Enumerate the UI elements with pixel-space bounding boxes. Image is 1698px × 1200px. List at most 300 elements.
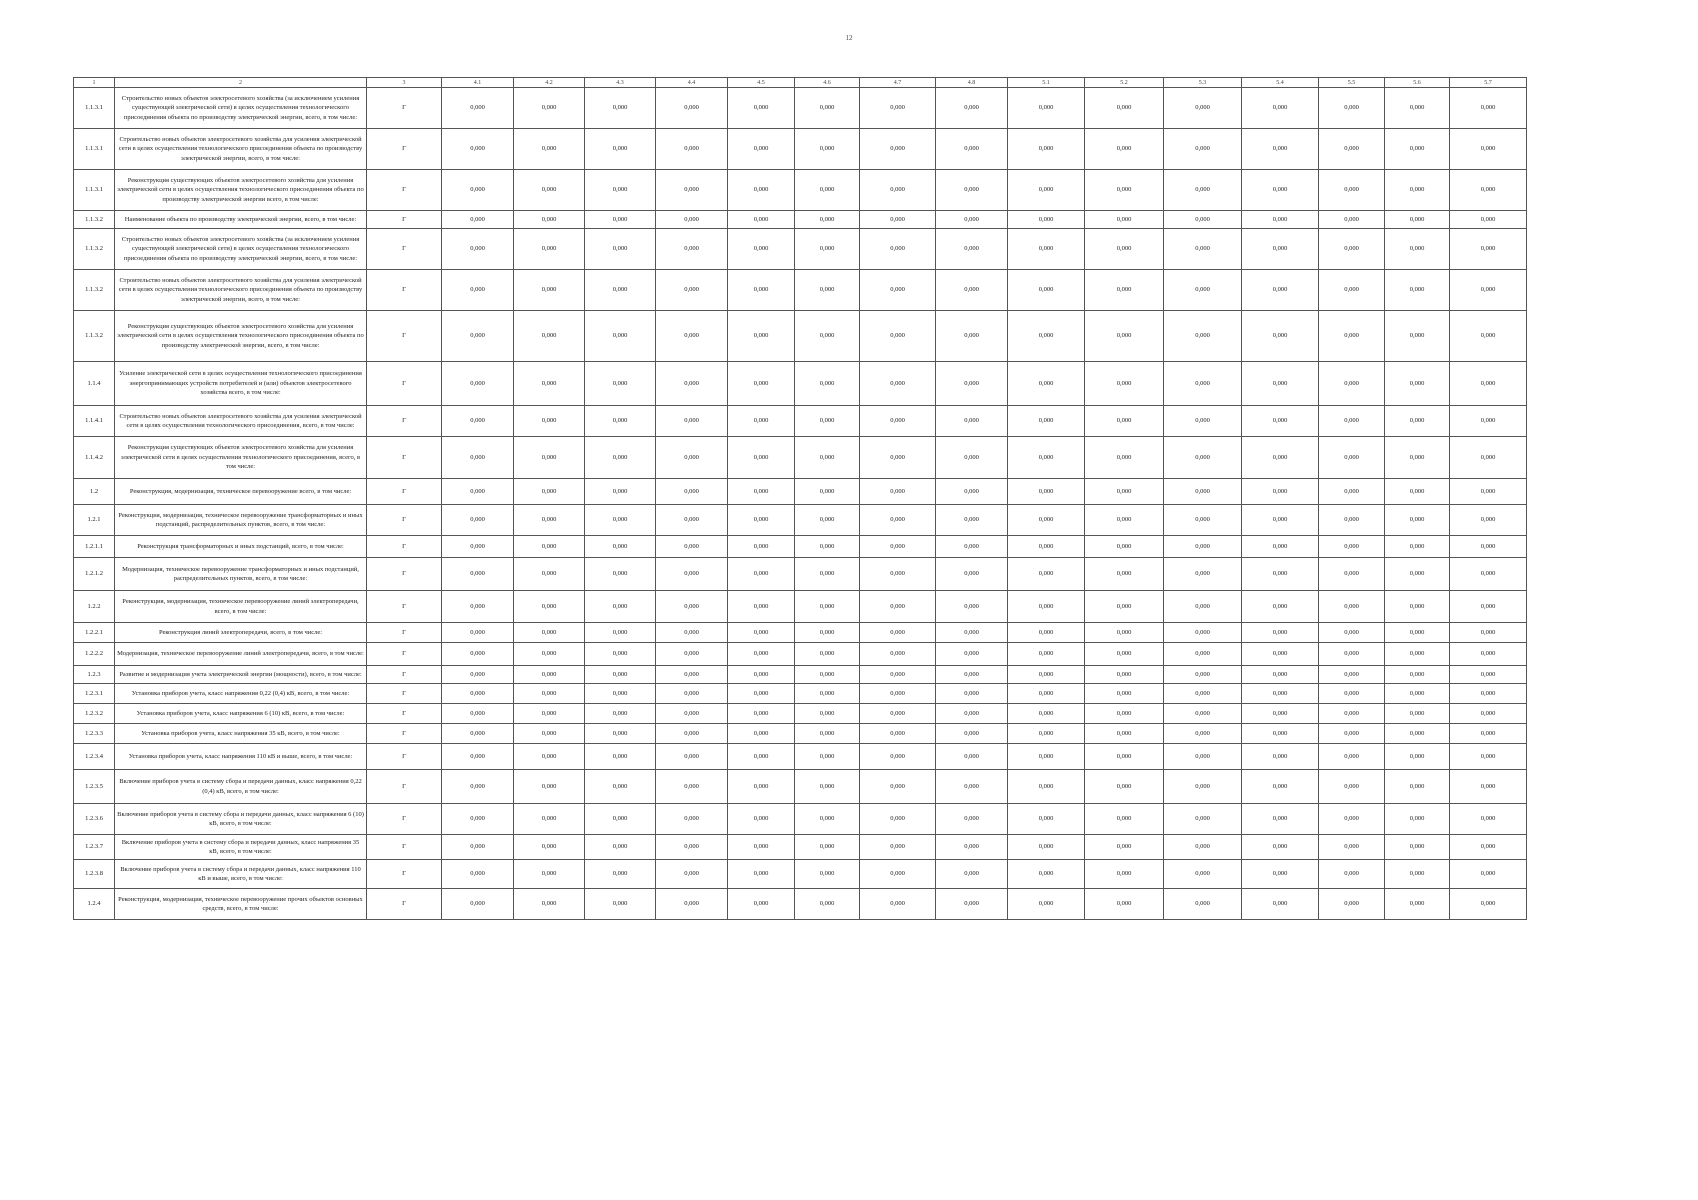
header-cell: 4.1 [442,78,514,88]
value-cell: 0,000 [795,406,860,437]
value-cell: 0,000 [1008,311,1085,362]
value-cell: 0,000 [860,536,936,558]
value-cell: 0,000 [514,666,585,684]
table-row [74,724,1527,744]
header-cell: 4.5 [728,78,795,88]
value-cell: 0,000 [1085,170,1164,211]
value-cell: 0,000 [936,479,1008,505]
value-cell: 0,000 [442,229,514,270]
value-cell: 0,000 [728,835,795,860]
value-cell: 0,000 [795,229,860,270]
header-cell: 4.2 [514,78,585,88]
value-cell: 0,000 [860,666,936,684]
row-unit: Г [367,643,442,666]
value-cell: 0,000 [442,684,514,704]
value-cell: 0,000 [1242,211,1319,229]
value-cell: 0,000 [514,479,585,505]
value-cell: 0,000 [656,684,728,704]
value-cell: 0,000 [1085,835,1164,860]
value-cell: 0,000 [514,835,585,860]
row-code: 1.2.3.7 [74,835,115,860]
header-cell: 5.1 [1008,78,1085,88]
row-code: 1.1.3.1 [74,88,115,129]
value-cell: 0,000 [1450,406,1527,437]
value-cell: 0,000 [1085,623,1164,643]
value-cell: 0,000 [860,835,936,860]
value-cell: 0,000 [1385,724,1450,744]
value-cell: 0,000 [728,558,795,591]
value-cell: 0,000 [728,804,795,835]
value-cell: 0,000 [514,406,585,437]
value-cell: 0,000 [1450,860,1527,889]
value-cell: 0,000 [728,170,795,211]
value-cell: 0,000 [1319,835,1385,860]
value-cell: 0,000 [1242,744,1319,770]
value-cell: 0,000 [656,229,728,270]
value-cell: 0,000 [656,744,728,770]
value-cell: 0,000 [656,270,728,311]
value-cell: 0,000 [1085,889,1164,920]
value-cell: 0,000 [1385,437,1450,479]
investment-table [73,77,1527,920]
value-cell: 0,000 [1450,505,1527,536]
value-cell: 0,000 [442,270,514,311]
table-row [74,666,1527,684]
value-cell: 0,000 [1319,591,1385,623]
value-cell: 0,000 [936,505,1008,536]
value-cell: 0,000 [1450,558,1527,591]
row-code: 1.2.2.1 [74,623,115,643]
header-cell: 2 [115,78,367,88]
value-cell: 0,000 [1242,129,1319,170]
value-cell: 0,000 [936,724,1008,744]
value-cell: 0,000 [1319,666,1385,684]
value-cell: 0,000 [1164,505,1242,536]
row-name: Реконструкция, модернизация, техническое перевооружение всего, в том числе: [115,479,367,505]
value-cell: 0,000 [1450,744,1527,770]
row-code: 1.1.3.1 [74,170,115,211]
value-cell: 0,000 [1085,684,1164,704]
row-unit: Г [367,437,442,479]
value-cell: 0,000 [936,744,1008,770]
value-cell: 0,000 [1385,558,1450,591]
value-cell: 0,000 [442,724,514,744]
value-cell: 0,000 [1242,666,1319,684]
value-cell: 0,000 [1164,88,1242,129]
value-cell: 0,000 [1164,623,1242,643]
value-cell: 0,000 [728,479,795,505]
value-cell: 0,000 [728,704,795,724]
value-cell: 0,000 [1164,860,1242,889]
value-cell: 0,000 [860,505,936,536]
value-cell: 0,000 [442,88,514,129]
row-unit: Г [367,704,442,724]
value-cell: 0,000 [1319,623,1385,643]
value-cell: 0,000 [1008,704,1085,724]
row-name: Включение приборов учета в систему сбора и передачи данных, класс напряжения 35 кВ, всего, в том числе: [115,835,367,860]
value-cell: 0,000 [1164,311,1242,362]
row-name: Строительство новых объектов электросетевого хозяйства для усиления электрической сети в целях осуществления технологического присоединения объекта по производству электрической энергии, всего, в том числе: [115,270,367,311]
value-cell: 0,000 [1385,591,1450,623]
value-cell: 0,000 [1008,804,1085,835]
value-cell: 0,000 [1385,311,1450,362]
value-cell: 0,000 [1450,704,1527,724]
row-code: 1.1.4.1 [74,406,115,437]
value-cell: 0,000 [1450,684,1527,704]
value-cell: 0,000 [1450,835,1527,860]
value-cell: 0,000 [1085,505,1164,536]
row-unit: Г [367,804,442,835]
value-cell: 0,000 [442,170,514,211]
table-row [74,558,1527,591]
value-cell: 0,000 [1008,770,1085,804]
value-cell: 0,000 [585,770,656,804]
value-cell: 0,000 [514,643,585,666]
value-cell: 0,000 [1319,406,1385,437]
value-cell: 0,000 [1085,770,1164,804]
table-row [74,129,1527,170]
value-cell: 0,000 [1008,536,1085,558]
value-cell: 0,000 [656,211,728,229]
value-cell: 0,000 [1242,270,1319,311]
value-cell: 0,000 [656,170,728,211]
value-cell: 0,000 [795,211,860,229]
table-row [74,229,1527,270]
value-cell: 0,000 [585,744,656,770]
value-cell: 0,000 [1450,437,1527,479]
value-cell: 0,000 [1164,170,1242,211]
value-cell: 0,000 [656,437,728,479]
row-name: Строительство новых объектов электросетевого хозяйства (за исключением усиления существующей электрической сети) в целях осуществления технологического присоединения объекта по производству электрической энергии, всего, в том числе: [115,88,367,129]
row-unit: Г [367,684,442,704]
row-unit: Г [367,229,442,270]
value-cell: 0,000 [860,437,936,479]
row-code: 1.2.3.2 [74,704,115,724]
value-cell: 0,000 [795,505,860,536]
value-cell: 0,000 [1164,835,1242,860]
row-unit: Г [367,744,442,770]
value-cell: 0,000 [656,643,728,666]
table-row [74,835,1527,860]
value-cell: 0,000 [860,170,936,211]
value-cell: 0,000 [1085,860,1164,889]
value-cell: 0,000 [514,505,585,536]
value-cell: 0,000 [1385,229,1450,270]
value-cell: 0,000 [585,704,656,724]
value-cell: 0,000 [1008,229,1085,270]
value-cell: 0,000 [1164,362,1242,406]
value-cell: 0,000 [585,558,656,591]
value-cell: 0,000 [1319,684,1385,704]
value-cell: 0,000 [936,88,1008,129]
value-cell: 0,000 [585,437,656,479]
row-unit: Г [367,860,442,889]
value-cell: 0,000 [860,623,936,643]
row-name: Включение приборов учета в систему сбора и передачи данных, класс напряжения 0,22 (0,4) кВ, всего, в том числе: [115,770,367,804]
table-row [74,311,1527,362]
table-row [74,704,1527,724]
value-cell: 0,000 [1085,437,1164,479]
value-cell: 0,000 [795,684,860,704]
row-code: 1.1.3.2 [74,311,115,362]
value-cell: 0,000 [728,270,795,311]
value-cell: 0,000 [514,211,585,229]
value-cell: 0,000 [936,270,1008,311]
value-cell: 0,000 [728,623,795,643]
value-cell: 0,000 [936,704,1008,724]
value-cell: 0,000 [514,744,585,770]
value-cell: 0,000 [1242,406,1319,437]
value-cell: 0,000 [585,684,656,704]
row-unit: Г [367,270,442,311]
value-cell: 0,000 [1085,558,1164,591]
table-row [74,623,1527,643]
value-cell: 0,000 [585,643,656,666]
value-cell: 0,000 [442,211,514,229]
value-cell: 0,000 [860,643,936,666]
value-cell: 0,000 [1242,437,1319,479]
value-cell: 0,000 [1319,211,1385,229]
value-cell: 0,000 [1008,623,1085,643]
value-cell: 0,000 [1085,704,1164,724]
value-cell: 0,000 [656,558,728,591]
value-cell: 0,000 [1242,362,1319,406]
value-cell: 0,000 [795,860,860,889]
value-cell: 0,000 [442,558,514,591]
value-cell: 0,000 [1085,362,1164,406]
value-cell: 0,000 [795,536,860,558]
value-cell: 0,000 [514,889,585,920]
value-cell: 0,000 [728,129,795,170]
value-cell: 0,000 [728,362,795,406]
table-row [74,804,1527,835]
value-cell: 0,000 [1164,724,1242,744]
row-unit: Г [367,129,442,170]
value-cell: 0,000 [1164,536,1242,558]
value-cell: 0,000 [656,804,728,835]
value-cell: 0,000 [860,270,936,311]
value-cell: 0,000 [656,724,728,744]
value-cell: 0,000 [1008,170,1085,211]
value-cell: 0,000 [936,437,1008,479]
value-cell: 0,000 [1164,643,1242,666]
row-unit: Г [367,362,442,406]
value-cell: 0,000 [728,860,795,889]
value-cell: 0,000 [585,889,656,920]
value-cell: 0,000 [656,406,728,437]
value-cell: 0,000 [514,724,585,744]
row-name: Реконструкция существующих объектов электросетевого хозяйства для усиления электрической сети в целях осуществления технологического присоединения объекта по производству электрической энергии всего, в том числе: [115,170,367,211]
value-cell: 0,000 [1319,362,1385,406]
row-code: 1.1.3.1 [74,129,115,170]
value-cell: 0,000 [1085,536,1164,558]
header-cell: 5.5 [1319,78,1385,88]
row-code: 1.2.3.3 [74,724,115,744]
table-row [74,536,1527,558]
row-name: Модернизация, техническое перевооружение трансформаторных и иных подстанций, распределительных пунктов, всего, в том числе: [115,558,367,591]
value-cell: 0,000 [1085,479,1164,505]
value-cell: 0,000 [656,129,728,170]
value-cell: 0,000 [1385,406,1450,437]
table-row [74,211,1527,229]
value-cell: 0,000 [936,406,1008,437]
value-cell: 0,000 [442,804,514,835]
value-cell: 0,000 [936,229,1008,270]
value-cell: 0,000 [1385,88,1450,129]
row-name: Наименование объекта по производству электрической энергии, всего, в том числе: [115,211,367,229]
value-cell: 0,000 [1085,643,1164,666]
value-cell: 0,000 [1242,889,1319,920]
value-cell: 0,000 [728,437,795,479]
value-cell: 0,000 [728,643,795,666]
row-code: 1.2.2 [74,591,115,623]
value-cell: 0,000 [1008,211,1085,229]
value-cell: 0,000 [585,860,656,889]
value-cell: 0,000 [1008,437,1085,479]
value-cell: 0,000 [585,88,656,129]
table-row [74,406,1527,437]
table-row [74,889,1527,920]
value-cell: 0,000 [1242,770,1319,804]
value-cell: 0,000 [1385,505,1450,536]
value-cell: 0,000 [514,229,585,270]
row-name: Строительство новых объектов электросетевого хозяйства для усиления электрической сети в целях осуществления технологического присоединения объекта по производству электрической энергии, всего, в том числе: [115,129,367,170]
row-unit: Г [367,211,442,229]
value-cell: 0,000 [656,505,728,536]
value-cell: 0,000 [860,704,936,724]
row-code: 1.2.1 [74,505,115,536]
value-cell: 0,000 [442,643,514,666]
value-cell: 0,000 [1385,744,1450,770]
value-cell: 0,000 [1319,558,1385,591]
value-cell: 0,000 [860,88,936,129]
value-cell: 0,000 [585,724,656,744]
value-cell: 0,000 [1450,479,1527,505]
value-cell: 0,000 [1008,558,1085,591]
value-cell: 0,000 [1385,860,1450,889]
value-cell: 0,000 [1164,591,1242,623]
value-cell: 0,000 [1450,311,1527,362]
value-cell: 0,000 [656,591,728,623]
value-cell: 0,000 [1242,643,1319,666]
row-unit: Г [367,770,442,804]
table-row [74,643,1527,666]
value-cell: 0,000 [656,835,728,860]
value-cell: 0,000 [514,536,585,558]
value-cell: 0,000 [1164,666,1242,684]
value-cell: 0,000 [656,311,728,362]
value-cell: 0,000 [1085,229,1164,270]
value-cell: 0,000 [936,362,1008,406]
value-cell: 0,000 [795,835,860,860]
value-cell: 0,000 [860,684,936,704]
value-cell: 0,000 [1450,362,1527,406]
value-cell: 0,000 [1319,229,1385,270]
value-cell: 0,000 [795,744,860,770]
value-cell: 0,000 [585,623,656,643]
value-cell: 0,000 [514,591,585,623]
value-cell: 0,000 [936,536,1008,558]
value-cell: 0,000 [795,479,860,505]
value-cell: 0,000 [1164,744,1242,770]
row-unit: Г [367,591,442,623]
value-cell: 0,000 [1385,643,1450,666]
value-cell: 0,000 [860,362,936,406]
value-cell: 0,000 [1319,88,1385,129]
value-cell: 0,000 [442,129,514,170]
row-name: Реконструкция трансформаторных и иных подстанций, всего, в том числе: [115,536,367,558]
value-cell: 0,000 [795,311,860,362]
value-cell: 0,000 [728,536,795,558]
row-unit: Г [367,170,442,211]
value-cell: 0,000 [514,437,585,479]
value-cell: 0,000 [1450,770,1527,804]
header-row [74,78,1527,88]
value-cell: 0,000 [1242,229,1319,270]
header-cell: 5.2 [1085,78,1164,88]
value-cell: 0,000 [1242,311,1319,362]
value-cell: 0,000 [936,129,1008,170]
value-cell: 0,000 [1385,666,1450,684]
value-cell: 0,000 [860,889,936,920]
value-cell: 0,000 [1164,270,1242,311]
value-cell: 0,000 [1319,744,1385,770]
value-cell: 0,000 [656,536,728,558]
row-unit: Г [367,835,442,860]
value-cell: 0,000 [585,479,656,505]
value-cell: 0,000 [1085,88,1164,129]
value-cell: 0,000 [1008,505,1085,536]
value-cell: 0,000 [795,889,860,920]
table-row [74,270,1527,311]
value-cell: 0,000 [1319,437,1385,479]
row-name: Реконструкция существующих объектов электросетевого хозяйства для усиления электрической сети в целях осуществления технологического присоединения объекта по производству электрической энергии, всего, в том числе: [115,311,367,362]
value-cell: 0,000 [795,129,860,170]
value-cell: 0,000 [1242,591,1319,623]
value-cell: 0,000 [795,704,860,724]
value-cell: 0,000 [1450,211,1527,229]
value-cell: 0,000 [1385,362,1450,406]
value-cell: 0,000 [585,666,656,684]
value-cell: 0,000 [585,270,656,311]
value-cell: 0,000 [1085,591,1164,623]
value-cell: 0,000 [1319,889,1385,920]
value-cell: 0,000 [1385,889,1450,920]
table-row [74,88,1527,129]
value-cell: 0,000 [514,804,585,835]
row-code: 1.2 [74,479,115,505]
value-cell: 0,000 [585,129,656,170]
value-cell: 0,000 [442,479,514,505]
row-unit: Г [367,623,442,643]
page-number: 12 [845,34,853,42]
value-cell: 0,000 [585,536,656,558]
value-cell: 0,000 [1008,889,1085,920]
row-unit: Г [367,406,442,437]
row-code: 1.1.3.2 [74,229,115,270]
value-cell: 0,000 [656,362,728,406]
value-cell: 0,000 [795,804,860,835]
value-cell: 0,000 [936,591,1008,623]
value-cell: 0,000 [1450,724,1527,744]
value-cell: 0,000 [1319,536,1385,558]
value-cell: 0,000 [1450,889,1527,920]
value-cell: 0,000 [1085,406,1164,437]
table-row [74,684,1527,704]
value-cell: 0,000 [860,558,936,591]
row-name: Установка приборов учета, класс напряжения 0,22 (0,4) кВ, всего, в том числе: [115,684,367,704]
value-cell: 0,000 [795,724,860,744]
